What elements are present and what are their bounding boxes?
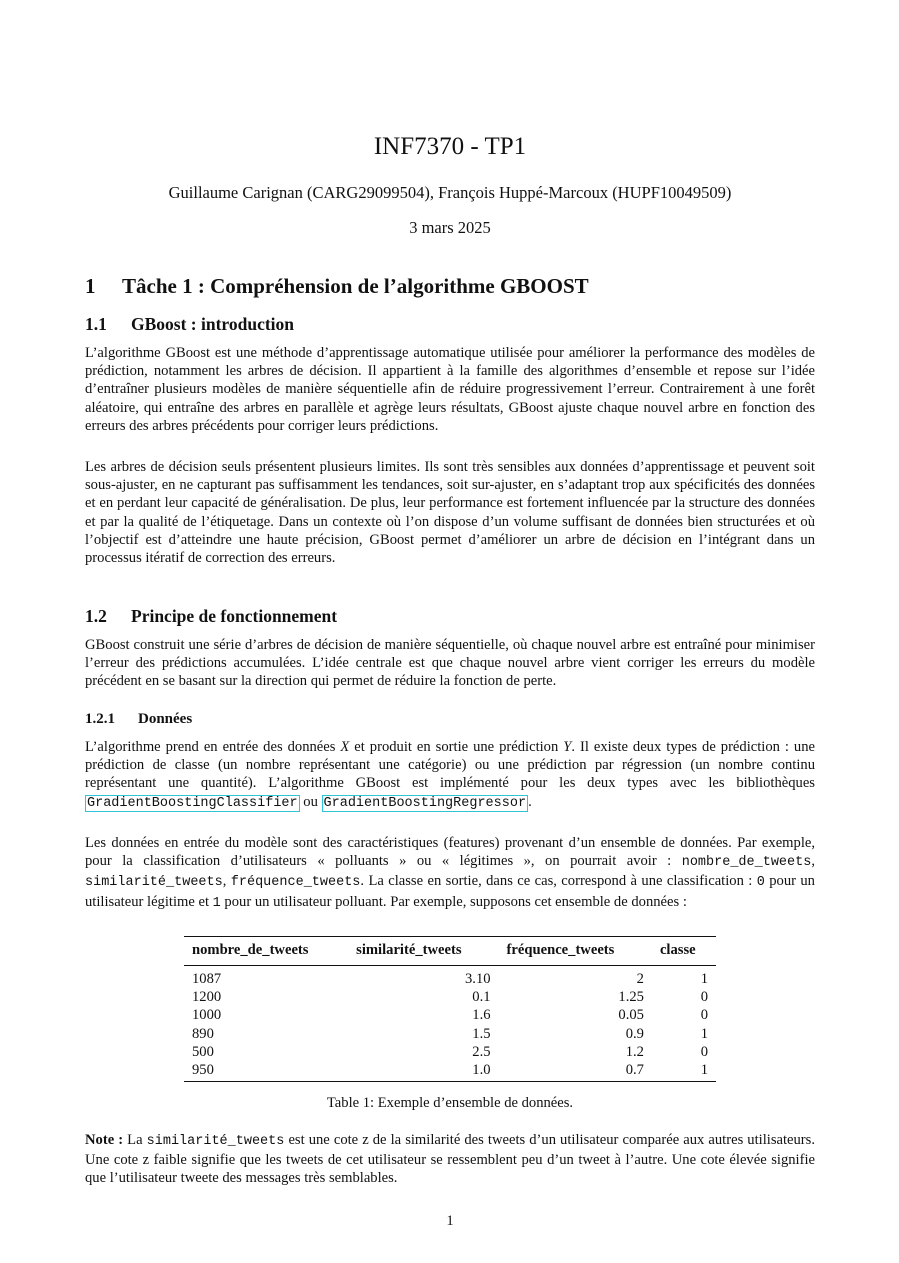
code-value: 0 <box>756 875 765 891</box>
section-title: Données <box>138 711 193 727</box>
table-cell: 0.9 <box>625 1025 644 1042</box>
code-feature: nombre_de_tweets <box>681 855 812 871</box>
table-row <box>184 1043 716 1061</box>
authors: Guillaume Carignan (CARG29099504), François Huppé-Marcoux (HUPF10049509) <box>168 183 732 202</box>
table-row <box>184 1006 716 1024</box>
text: . Il existe deux types de prédiction : une prédiction de classe (un nombre représentant une catégorie) ou une prédiction par régression (un nombre continu représentant une quantité). L’algorithme GBoost est implémenté pour les deux types avec les bibliothèques <box>85 739 816 792</box>
table-cell: 3.10 <box>465 971 491 987</box>
section-number: 1.1 <box>85 314 107 334</box>
column-header: classe <box>652 937 716 966</box>
table-cell: 1087 <box>192 971 222 987</box>
text: . La classe en sortie, dans ce cas, correspond à une classification : <box>360 873 757 890</box>
text: Les données en entrée du modèle sont des caractéristiques (features) provenant d’un ensemble de données. Par exemple, pour la classification d’utilisateurs « polluants » ou « légitimes », on pourrait avoir : <box>85 835 815 870</box>
table-cell: 2 <box>636 971 644 987</box>
column-header: nombre_de_tweets <box>184 937 348 966</box>
table-cell: 500 <box>192 1043 214 1060</box>
table-cell: 890 <box>192 1025 214 1042</box>
text: pour un utilisateur polluant. Par exemple, supposons cet ensemble de données : <box>220 893 687 910</box>
variable-y: Y <box>563 739 572 755</box>
paragraph-gboost-intro: L’algorithme GBoost est une méthode d’apprentissage automatique utilisée pour améliorer la performance des modèles de prédiction, notamment les arbres de décision. Il appartient à la famille des algorithmes d’ensemble et repose sur l’idée d’entraîner plusieurs modèles de manière séquentielle afin de réduire progressivement l’erreur. Contrairement à une forêt aléatoire, qui entraîne des arbres en parallèle et agrège leurs résultats, GBoost ajuste chaque nouvel arbre en fonction des erreurs des arbres précédents pour corriger leurs prédictions. <box>85 345 815 434</box>
note-paragraph <box>85 1131 815 1188</box>
section-1-heading <box>85 274 589 299</box>
table-cell: 0.1 <box>472 989 491 1006</box>
code-feature: similarité_tweets <box>146 1134 285 1149</box>
table-row <box>184 988 716 1006</box>
paragraph-tree-limits: Les arbres de décision seuls présentent plusieurs limites. Ils sont très sensibles aux données d’apprentissage et peuvent soit sous-ajuster, en ne capturant pas suffisamment les tendances, soit sur-ajuster, en s’adaptant trop aux spécificités des données et en perdant leur capacité de généralisation. De plus, leur performance est fortement influencée par la structure des données et par la qualité de l’étiquetage. Dans un contexte où l’on dispose d’un volume suffisant de données bien structurées et où l’objectif est d’atteindre une haute précision, GBoost permet d’améliorer un arbre de décision en l’intégrant dans un processus itératif de correction des erreurs. <box>85 459 815 567</box>
section-title: Tâche 1 : Compréhension de l’algorithme GBOOST <box>122 274 589 298</box>
note-label: Note : <box>85 1132 124 1148</box>
table-cell: 0 <box>700 1007 708 1024</box>
table-row <box>184 1061 716 1082</box>
table-cell: 0 <box>700 1043 708 1060</box>
text: , <box>222 873 231 890</box>
table-cell: 950 <box>184 1061 348 1082</box>
table-cell: 1.2 <box>625 1043 644 1060</box>
text: est une cote z de la similarité des tweets d’un utilisateur comparée aux autres utilisateurs. Une cote z faible signifie que les tweets de cet utilisateur se ressemblent peu d’un tweet à l’autre. Une cote élevée signifie que l’utilisateur tweete des messages très semblables. <box>85 1132 815 1187</box>
document-title: INF7370 - TP1 <box>373 133 527 160</box>
section-number: 1.2.1 <box>85 711 115 727</box>
text: L’algorithme prend en entrée des données <box>85 739 341 755</box>
text: et produit en sortie une prédiction <box>349 739 564 755</box>
text: pour un utilisateur légitime et <box>85 873 815 910</box>
column-header: fréquence_tweets <box>499 937 652 966</box>
section-1-2-heading <box>85 606 337 627</box>
link-gradient-boosting-classifier[interactable]: GradientBoostingClassifier <box>87 795 298 811</box>
section-title: GBoost : introduction <box>131 314 295 334</box>
table-cell: 0.7 <box>499 1061 652 1082</box>
text: ou <box>299 793 322 810</box>
paragraph-data-input <box>85 738 815 813</box>
page-number: 1 <box>446 1213 454 1229</box>
table-cell: 1 <box>700 971 708 987</box>
table-cell: 1 <box>652 1061 716 1082</box>
section-number: 1.2 <box>85 606 107 626</box>
text: , <box>811 853 815 870</box>
table-cell: 2.5 <box>472 1043 491 1060</box>
table-cell: 0 <box>700 989 708 1006</box>
data-table <box>184 936 716 1082</box>
paragraph-principle: GBoost construit une série d’arbres de décision de manière séquentielle, où chaque nouvel arbre est entraîné pour minimiser l’erreur des prédictions accumulées. L’idée centrale est que chaque nouvel arbre vient corriger les erreurs du modèle précédent en se basant sur la direction qui permet de réduire la fonction de perte. <box>85 637 815 690</box>
section-1-2-1-heading <box>85 711 192 728</box>
table-cell: 1200 <box>192 989 222 1006</box>
table-cell: 1.5 <box>472 1025 491 1042</box>
section-1-1-heading <box>85 314 294 335</box>
code-feature: similarité_tweets <box>85 875 223 891</box>
table-cell: 0.05 <box>618 1007 644 1024</box>
table-row <box>184 1025 716 1043</box>
link-gradient-boosting-regressor[interactable]: GradientBoostingRegressor <box>323 795 527 811</box>
text: La <box>123 1132 147 1148</box>
variable-x: X <box>340 739 350 755</box>
text: . <box>528 793 532 810</box>
section-number: 1 <box>85 274 96 298</box>
code-value: 1 <box>212 895 221 911</box>
section-title: Principe de fonctionnement <box>131 606 338 626</box>
column-header: similarité_tweets <box>348 937 498 966</box>
table-cell: 1000 <box>192 1007 222 1024</box>
table-cell: 1.6 <box>472 1007 491 1024</box>
table-row <box>184 966 716 989</box>
table-caption: Table 1: Exemple d’ensemble de données. <box>326 1095 574 1111</box>
date: 3 mars 2025 <box>409 218 491 237</box>
table-cell: 1.0 <box>348 1061 498 1082</box>
code-feature: fréquence_tweets <box>230 875 361 891</box>
table-cell: 1.25 <box>618 989 644 1006</box>
table-header-row <box>184 937 716 966</box>
table-cell: 1 <box>700 1025 708 1042</box>
paragraph-features <box>85 834 815 913</box>
